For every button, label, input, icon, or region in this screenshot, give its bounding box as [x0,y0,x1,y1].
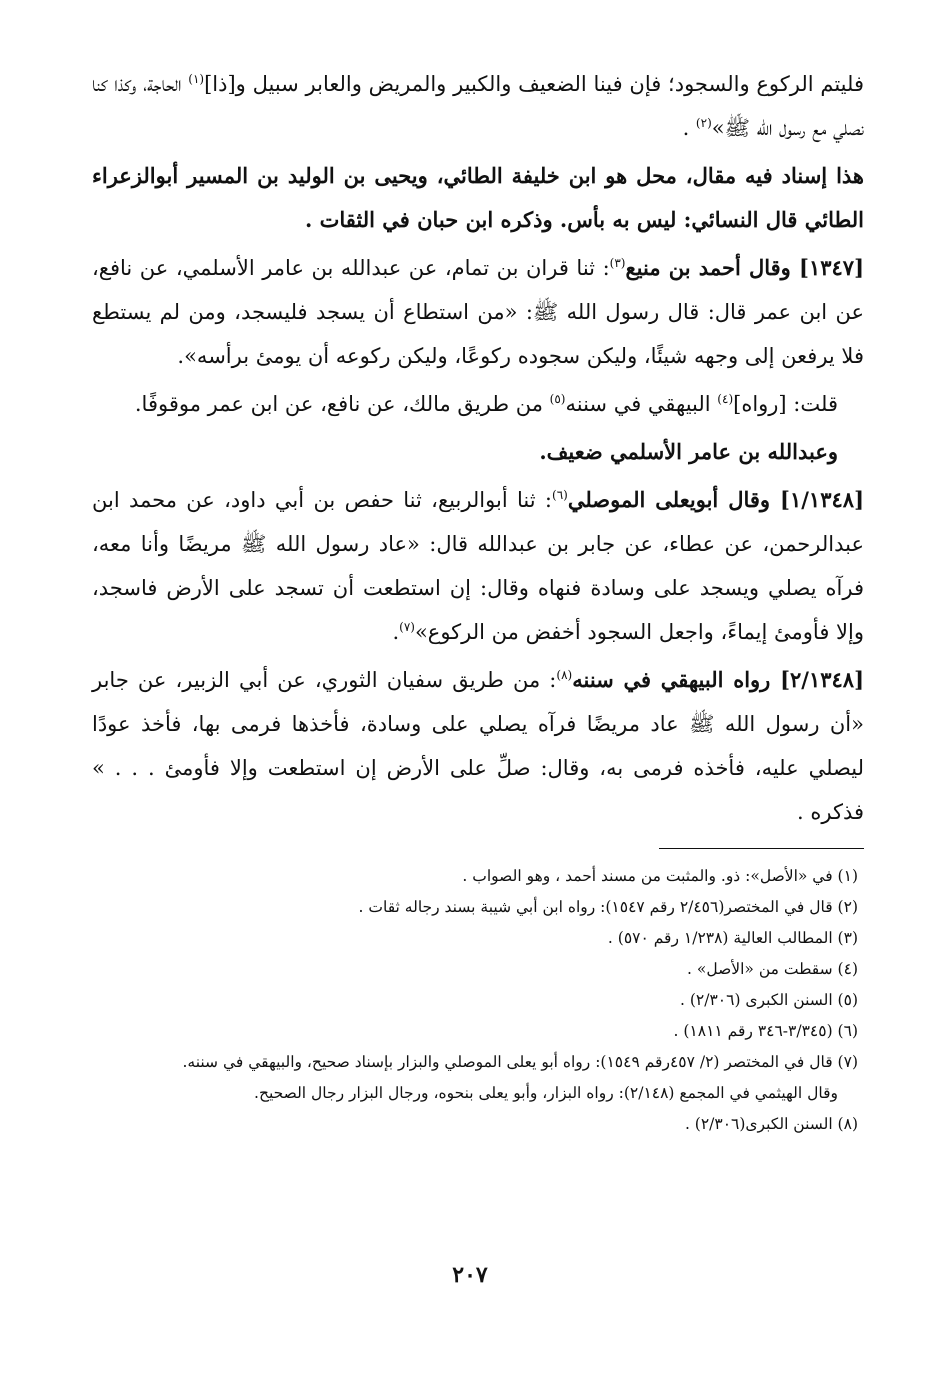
footnote-5: (٥) السنن الكبرى (٢/٣٠٦) . [680,991,858,1009]
p4-text-2: البيهقي في سننه [565,392,718,416]
footnote-ref-3[interactable]: (٣) [609,256,626,270]
p6-text-2: . [392,620,400,644]
hadith-number-1348-2: [٢/١٣٤٨] [780,667,865,692]
p2-bold: هذا إسناد فيه مقال، محل هو ابن خليفة الطائي، ويحيى بن الوليد بن المسير أبوالزعراء الطائي قال النسائي: ليس به بأس. وذكره ابن حبان في الثقات . [92,163,864,232]
paragraph-1 [92,62,864,150]
p4-text-1: قلت: [رواه] [733,392,838,416]
p7-text: : من طريق سفيان الثوري، عن أبي الزبير، عن جابر «أن رسول الله ﷺ عاد مريضًا فرآه يصلي على وسادة، فأخذها فرمى بها، فأخذ عودًا ليصلي عليه، فأخذه فرمى به، وقال: صلِّ على الأرض إن استطعت وإلا فأومئ . . . » فذكره . [92,668,864,824]
footnote-ref-5[interactable]: (٥) [549,392,566,406]
footnote-7-continued: وقال الهيثمي في المجمع (٢/١٤٨): رواه البزار، وأبو يعلى بنحوه، ورجال البزار رجال الصحيح. [254,1084,838,1102]
footnote-ref-2[interactable]: (٢) [695,116,712,130]
footnotes [92,861,864,1140]
p1-text-3: . [682,116,696,140]
hadith-number-1347: [١٣٤٧] [799,255,865,280]
footnote-ref-1[interactable]: (١) [188,72,205,86]
hadith-number-1348-1: [١/١٣٤٨] [780,487,864,512]
footnote-ref-4[interactable]: (٤) [717,392,734,406]
p5-bold: وعبدالله بن عامر الأسلمي ضعيف. [539,439,838,464]
p3-text: : ثنا قران بن تمام، عن عبدالله بن عامر الأسلمي، عن نافع، عن ابن عمر قال: قال رسول الله ﷺ: «من استطاع أن يسجد فليسجد، ومن لم يستطع فلا يرفعن إلى وجهه شيئًا، وليكن سجوده ركوعًا، وليكن ركوعه أن يومئ برأسه». [92,256,864,368]
p4-text-3: من طريق مالك، عن نافع، عن ابن عمر موقوفًا. [134,392,550,416]
p6-text-1: : ثنا أبوالربيع، ثنا حفص بن أبي داود، عن محمد ابن عبدالرحمن، عن عطاء، عن جابر بن عبدالله قال: «عاد رسول الله ﷺ مريضًا وأنا معه، فرآه يصلي ويسجد على وسادة فنهاه وقال: إن استطعت أن تسجد على الأرض فاسجد، وإلا فأومئ إيماءً، واجعل السجود أخفض من الركوع» [92,488,864,644]
paragraph-6 [92,478,864,654]
p3-bold: وقال أحمد بن منيع [625,255,800,280]
p1-text-1: فليتم الركوع والسجود؛ فإن فينا الضعيف والكبير والمريض والعابر سبيل و[ذا] [204,72,864,96]
paragraph-4 [92,382,864,426]
footnote-8: (٨) السنن الكبرى(٢/٣٠٦) . [684,1115,858,1133]
paragraph-3 [92,246,864,378]
footnote-ref-6[interactable]: (٦) [552,488,568,502]
footnote-separator [659,848,864,849]
footnote-3: (٣) المطالب العالية (١/٢٣٨ رقم ٥٧٠) . [607,929,858,947]
footnote-6: (٦) (٣/٣٤٥-٣٤٦ رقم ١٨١١) . [673,1022,858,1040]
p6-bold: وقال أبويعلى الموصلي [567,487,781,512]
p1-text-2: الحاجة، وكذا كنا نصلي مع رسول الله ﷺ» [92,72,864,140]
footnote-4: (٤) سقطت من «الأصل» . [687,960,858,978]
footnote-2: (٢) قال في المختصر(٢/٤٥٦ رقم ١٥٤٧): رواه ابن أبي شيبة بسند رجاله ثقات . [358,898,858,916]
footnote-ref-8[interactable]: (٨) [556,668,573,682]
paragraph-5 [92,430,864,474]
paragraph-7 [92,658,864,834]
page-number: ٢٠٧ [452,1262,488,1288]
p7-bold: رواه البيهقي في سننه [572,667,781,692]
page-body [92,62,864,1140]
paragraph-2 [92,154,864,242]
footnote-1: (١) في «الأصل»: ذو. والمثبت من مسند أحمد ، وهو الصواب . [462,867,858,885]
footnote-ref-7[interactable]: (٧) [399,620,415,634]
footnote-7: (٧) قال في المختصر (٢/ ٤٥٧رقم ١٥٤٩): رواه أبو يعلى الموصلي والبزار بإسناد صحيح، والبيهقي في سننه. [182,1053,858,1071]
